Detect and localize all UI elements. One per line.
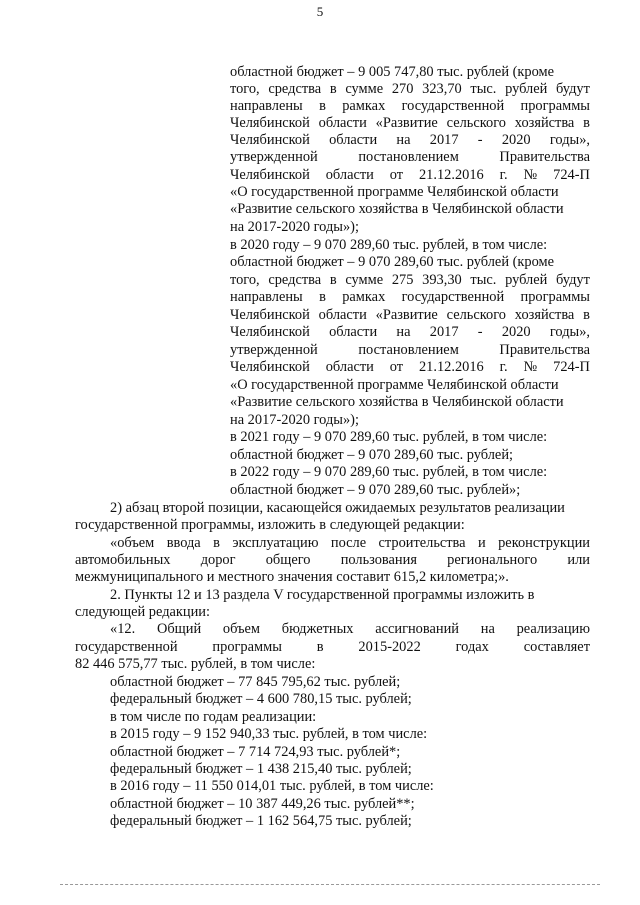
text-line: областной бюджет – 10 387 449,26 тыс. рублей**; — [110, 796, 415, 812]
text-line: федеральный бюджет – 1 162 564,75 тыс. рублей; — [110, 813, 412, 829]
text-line: «О государственной программе Челябинской области — [230, 377, 559, 393]
text-line: на 2017-2020 годы»); — [230, 219, 359, 235]
text-line: в том числе по годам реализации: — [110, 709, 317, 725]
text-line: областной бюджет – 9 070 289,60 тыс. рублей»; — [230, 482, 521, 498]
text-line: в 2022 году – 9 070 289,60 тыс. рублей, в том числе: — [230, 464, 548, 480]
text-line: в 2016 году – 11 550 014,01 тыс. рублей, в том числе: — [110, 778, 434, 794]
text-line: государственной программы в 2015-2022 годах составляет — [75, 639, 590, 655]
text-line: того, средства в сумме 275 393,30 тыс. рублей будут — [230, 272, 590, 288]
text-line: на 2017-2020 годы»); — [230, 412, 359, 428]
text-line: утвержденной постановлением Правительства — [230, 149, 590, 165]
text-line: 2. Пункты 12 и 13 раздела V государственной программы изложить в — [110, 587, 535, 603]
text-line: «Развитие сельского хозяйства в Челябинской области — [230, 201, 564, 217]
text-line: Челябинской области «Развитие сельского хозяйства в — [230, 115, 590, 131]
text-line: «12. Общий объем бюджетных ассигнований на реализацию — [110, 621, 590, 637]
text-line: «объем ввода в эксплуатацию после строительства и реконструкции — [110, 535, 590, 551]
text-line: следующей редакции: — [75, 604, 210, 620]
text-line: того, средства в сумме 270 323,70 тыс. рублей будут — [230, 81, 590, 97]
text-line: областной бюджет – 9 070 289,60 тыс. рублей; — [230, 447, 514, 463]
text-line: областной бюджет – 9 070 289,60 тыс. рублей (кроме — [230, 254, 555, 270]
text-line: областной бюджет – 9 005 747,80 тыс. рублей (кроме — [230, 64, 555, 80]
text-line: в 2020 году – 9 070 289,60 тыс. рублей, в том числе: — [230, 237, 548, 253]
text-line: областной бюджет – 77 845 795,62 тыс. рублей; — [110, 674, 401, 690]
text-line: федеральный бюджет – 1 438 215,40 тыс. рублей; — [110, 761, 412, 777]
page-number: 5 — [316, 4, 324, 19]
bottom-divider — [60, 884, 600, 885]
text-line: утвержденной постановлением Правительства — [230, 342, 590, 358]
text-line: областной бюджет – 7 714 724,93 тыс. рублей*; — [110, 744, 401, 760]
text-line: Челябинской области от 21.12.2016 г. № 724-П — [230, 167, 590, 183]
text-line: 82 446 575,77 тыс. рублей, в том числе: — [75, 656, 316, 672]
text-line: государственной программы, изложить в следующей редакции: — [75, 517, 465, 533]
text-line: Челябинской области на 2017 - 2020 годы», — [230, 324, 590, 340]
text-line: направлены в рамках государственной программы — [230, 289, 590, 305]
text-line: автомобильных дорог общего пользования регионального или — [75, 552, 590, 568]
text-line: в 2021 году – 9 070 289,60 тыс. рублей, в том числе: — [230, 429, 548, 445]
text-line: межмуниципального и местного значения составит 615,2 километра;». — [75, 569, 509, 585]
text-line: Челябинской области на 2017 - 2020 годы», — [230, 132, 590, 148]
text-line: «Развитие сельского хозяйства в Челябинской области — [230, 394, 564, 410]
text-line: 2) абзац второй позиции, касающейся ожидаемых результатов реализации — [110, 500, 565, 516]
text-line: федеральный бюджет – 4 600 780,15 тыс. рублей; — [110, 691, 412, 707]
text-line: «О государственной программе Челябинской области — [230, 184, 559, 200]
text-line: направлены в рамках государственной программы — [230, 98, 590, 114]
text-line: в 2015 году – 9 152 940,33 тыс. рублей, в том числе: — [110, 726, 428, 742]
text-line: Челябинской области от 21.12.2016 г. № 724-П — [230, 359, 590, 375]
text-line: Челябинской области «Развитие сельского хозяйства в — [230, 307, 590, 323]
